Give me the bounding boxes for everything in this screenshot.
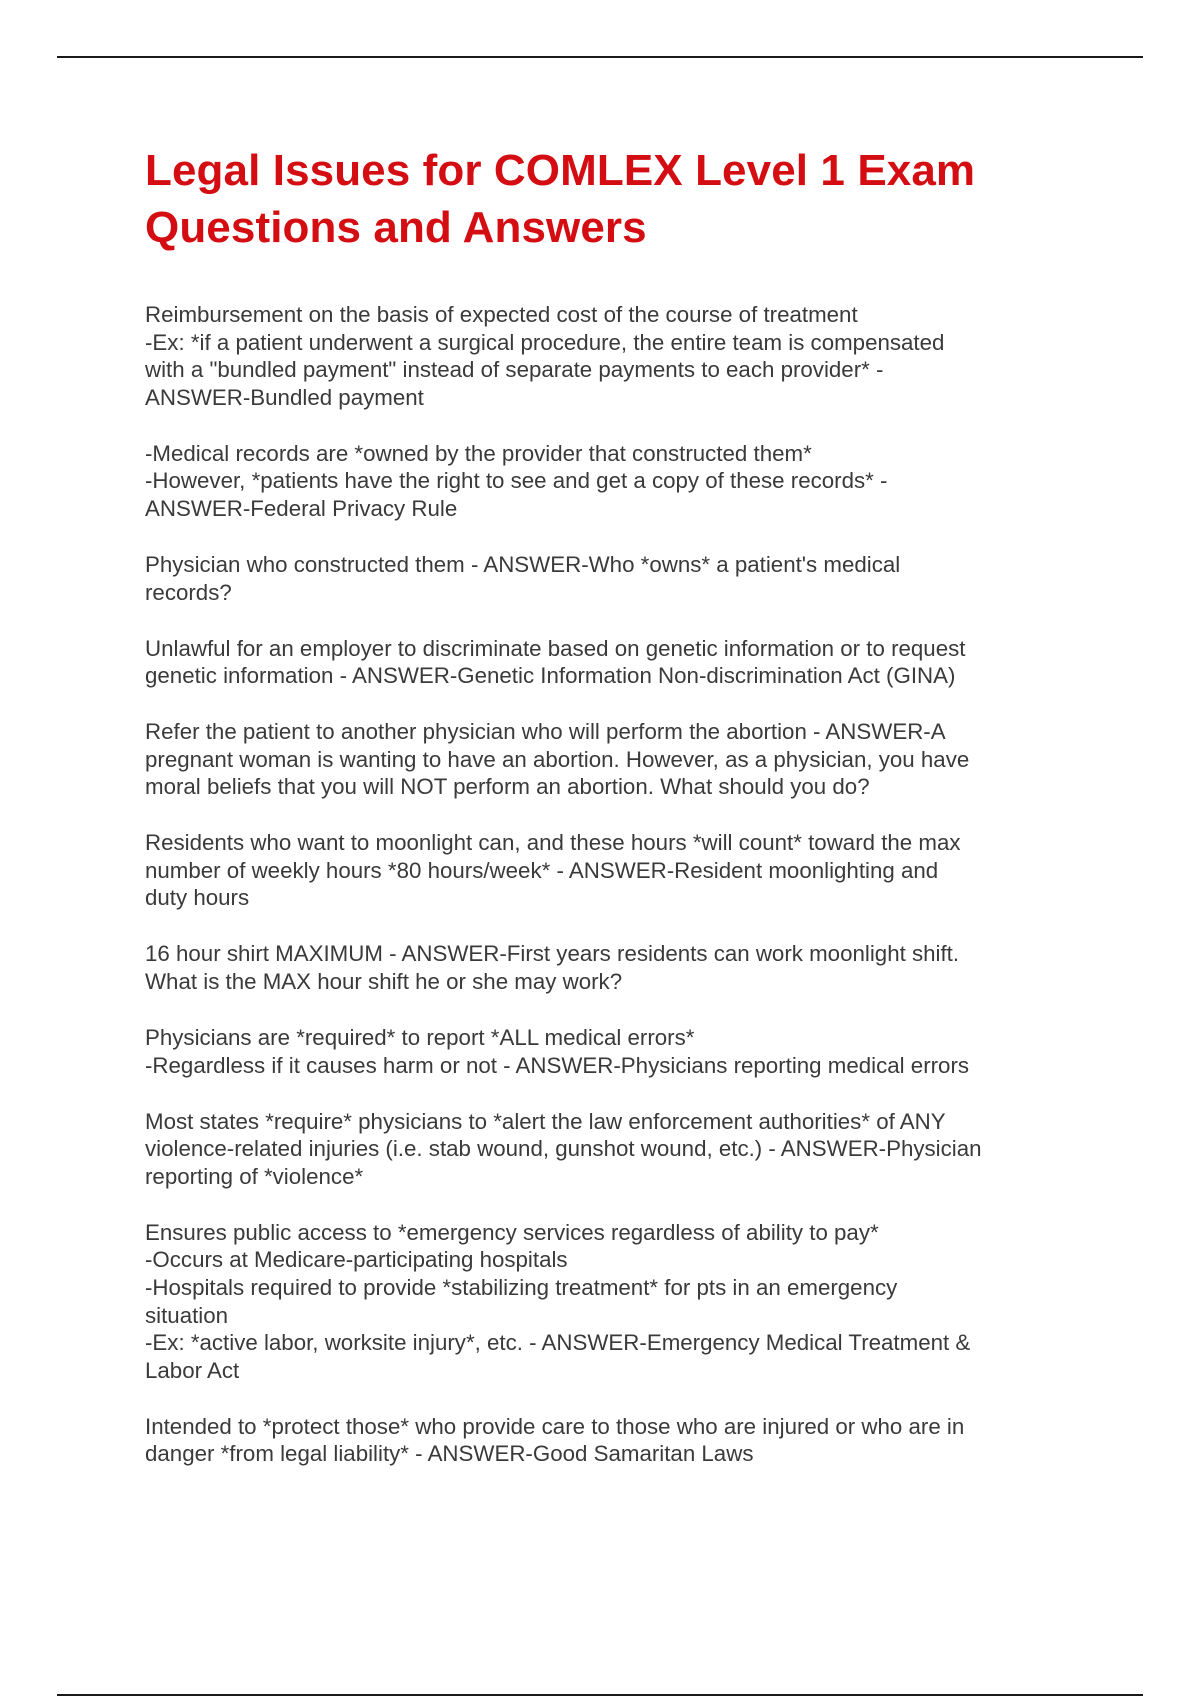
title-line: Legal Issues for COMLEX Level 1 Exam (145, 146, 976, 195)
qa-line: -Ex: *if a patient underwent a surgical procedure, the entire team is compensated (145, 329, 945, 355)
qa-line: -Regardless if it causes harm or not - ANSWER-Physicians reporting medical errors (145, 1052, 970, 1078)
qa-line: duty hours (145, 885, 250, 911)
qa-line: Reimbursement on the basis of expected cost of the course of treatment (145, 302, 858, 327)
qa-line: Residents who want to moonlight can, and these hours *will count* toward the max (145, 830, 961, 856)
qa-line: -However, *patients have the right to see and get a copy of these records* - (145, 468, 888, 494)
qa-line: Labor Act (145, 1357, 240, 1383)
qa-line: Physician who constructed them - ANSWER-Who *owns* a patient's medical (145, 551, 901, 577)
document-title (145, 142, 1075, 256)
qa-line: -Ex: *active labor, worksite injury*, etc. - ANSWER-Emergency Medical Treatment & (145, 1330, 971, 1356)
qa-line: 16 hour shirt MAXIMUM - ANSWER-First years residents can work moonlight shift. (145, 941, 960, 967)
qa-line: ANSWER-Bundled payment (145, 384, 424, 410)
qa-line: Ensures public access to *emergency services regardless of ability to pay* (145, 1219, 879, 1245)
qa-item-gina (145, 635, 1075, 690)
qa-item-federal-privacy-rule (145, 440, 1075, 523)
qa-line: number of weekly hours *80 hours/week* - ANSWER-Resident moonlighting and (145, 857, 939, 883)
top-divider (57, 56, 1143, 58)
qa-line: ANSWER-Federal Privacy Rule (145, 495, 458, 521)
qa-line: genetic information - ANSWER-Genetic Information Non-discrimination Act (GINA) (145, 663, 956, 689)
qa-item-abortion-referral (145, 718, 1075, 801)
qa-item-good-samaritan (145, 1413, 1075, 1468)
qa-line: Most states *require* physicians to *alert the law enforcement authorities* of ANY (145, 1108, 946, 1134)
qa-item-record-ownership (145, 551, 1075, 606)
qa-line: Intended to *protect those* who provide care to those who are injured or who are in (145, 1413, 965, 1439)
qa-item-bundled-payment (145, 301, 1075, 411)
qa-line: -Occurs at Medicare-participating hospitals (145, 1247, 568, 1273)
qa-item-resident-moonlighting (145, 829, 1075, 912)
qa-list (145, 301, 1075, 1468)
qa-item-violence-reporting (145, 1108, 1075, 1191)
qa-line: reporting of *violence* (145, 1163, 364, 1189)
qa-line: with a "bundled payment" instead of separate payments to each provider* - (145, 357, 884, 383)
qa-item-max-shift (145, 940, 1075, 995)
qa-line: violence-related injuries (i.e. stab wound, gunshot wound, etc.) - ANSWER-Physician (145, 1136, 982, 1162)
qa-line: -Medical records are *owned by the provider that constructed them* (145, 440, 812, 466)
title-line: Questions and Answers (145, 203, 647, 252)
bottom-divider (57, 1694, 1143, 1696)
qa-item-emtala (145, 1219, 1075, 1385)
qa-line: Unlawful for an employer to discriminate based on genetic information or to request (145, 635, 966, 661)
qa-line: records? (145, 579, 232, 605)
qa-line: Physicians are *required* to report *ALL medical errors* (145, 1025, 695, 1051)
qa-line: What is the MAX hour shift he or she may work? (145, 969, 623, 995)
qa-line: -Hospitals required to provide *stabilizing treatment* for pts in an emergency (145, 1274, 898, 1300)
qa-line: pregnant woman is wanting to have an abortion. However, as a physician, you have (145, 746, 970, 772)
qa-line: situation (145, 1302, 229, 1328)
qa-line: moral beliefs that you will NOT perform an abortion. What should you do? (145, 774, 870, 800)
qa-line: Refer the patient to another physician who will perform the abortion - ANSWER-A (145, 719, 946, 745)
document-page (145, 142, 1075, 1496)
qa-line: danger *from legal liability* - ANSWER-Good Samaritan Laws (145, 1441, 754, 1467)
qa-item-medical-errors (145, 1024, 1075, 1079)
